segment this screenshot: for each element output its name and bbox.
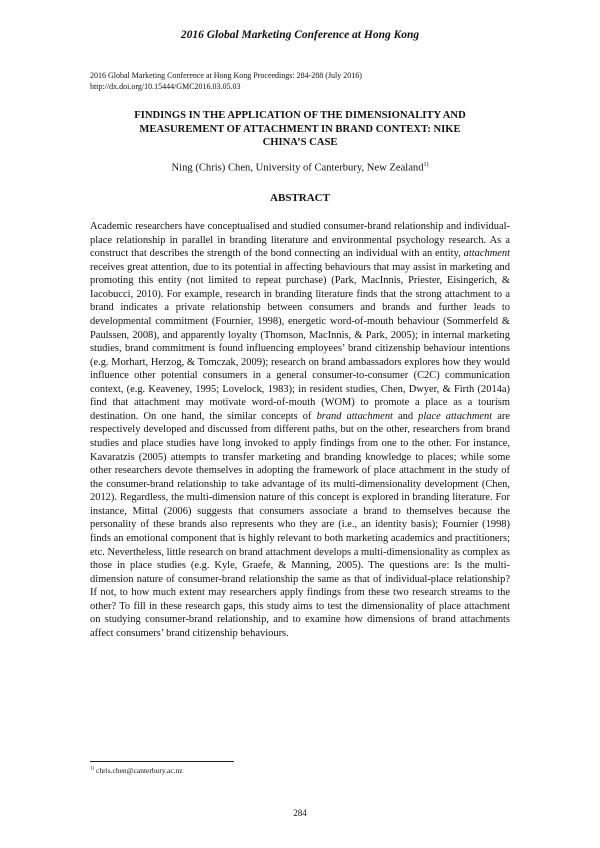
proceedings-citation: 2016 Global Marketing Conference at Hong Kong Proceedings: 284-288 (July 2016) xyxy=(90,71,362,80)
abstract-text-2: receives great attention, due to its potential in affecting behaviours that may assist in marketing and promoting this entity (not limited to repeat purchase) (Park, MacInnis, Priester, Eisingerich, & Iacobucci, 2010). For example, research in branding literature finds that the strong attachment to a brand indicates a private relationship between consumers and brands and further leads to developmental commitment (Fournier, 1998), energetic word-of-mouth behaviour (Sommerfeld & Paulssen, 2008), and apparently loyalty (Thomson, MacInnis, & Park, 2005); in internal marketing studies, brand commitment is found influencing employees’ brand citizenship behaviour intentions (e.g. Morhart, Herzog, & Tomczak, 2009); research on brand ambassadors explores how they would influence other potential consumers in a general consumer-to-consumer (C2C) communication context, (e.g. Keaveney, 1995; Lovelock, 1983); in resident studies, Chen, Dwyer, & Firth (2014a) find that attachment may motivate word-of-mouth (WOM) to promote a place as a tourism destination. On one hand, the similar concepts of xyxy=(90,261,510,422)
title-line-2: MEASUREMENT OF ATTACHMENT IN BRAND CONTEXT: NIKE xyxy=(139,123,461,135)
abstract-paragraph xyxy=(90,220,510,640)
abstract-emphasis-brand-attachment: brand attachment xyxy=(316,410,393,422)
abstract-text-3: and xyxy=(392,410,419,422)
doi-link[interactable]: http://dx.doi.org/10.15444/GMC2016.03.05.03 xyxy=(90,81,241,91)
page-number: 284 xyxy=(293,808,307,818)
abstract-body xyxy=(90,220,510,640)
author-name: Ning (Chris) Chen, University of Canterbury, New Zealand xyxy=(171,162,424,174)
abstract-emphasis-place-attachment: place attachment xyxy=(418,410,493,422)
paper-title xyxy=(90,109,510,150)
footnote-mark: 1) xyxy=(90,766,95,772)
title-line-1: FINDINGS IN THE APPLICATION OF THE DIMENSIONALITY AND xyxy=(134,110,466,121)
title-line-3: CHINA’S CASE xyxy=(262,137,338,148)
abstract-heading: ABSTRACT xyxy=(270,192,330,204)
proceedings-info xyxy=(90,71,362,92)
abstract-text-1: Academic researchers have conceptualised and studied consumer-brand relationship and individual-place relationship in parallel in branding literature and environmental psychology research. As a construct that describes the strength of the bond connecting an individual with an entity, xyxy=(90,221,510,260)
author-footnote-mark: 1) xyxy=(423,162,429,168)
abstract-text-4: are respectively developed and discussed from different paths, but on the other, researchers from brand studies and place studies have long invoked to apply findings from one to the other. For instance, Kavaratzis (2005) attempts to transfer marketing and branding knowledge to places; while some other researchers devote themselves in adopting the framework of place attachment in the study of the consumer-brand relationship to take advantage of its multi-dimensionality development (Chen, 2012). Regardless, the multi-dimension nature of this concept is explored in branding literature. For instance, Mittal (2006) suggests that consumers associate a brand to themselves because the personality of these brands also represents who they are (i.e., an identity basis); Fournier (1998) finds an emotional component that is highly relevant to both marketing academics and practitioners; etc. Nevertheless, little research on brand attachment develops a multi-dimensionality as complex as those in place studies (e.g. Kyle, Graefe, & Manning, 2005). The questions are: Is the multi-dimension nature of consumer-brand relationship the same as that of individual-place relationship? If not, to how much extent may researchers apply findings from these two research streams to the other? To fill in these research gaps, this study aims to test the dimensionality of place attachment on studying consumer-brand relationship, and to examine how dimensions of brand attachments affect consumers’ brand citizenship behaviours. xyxy=(90,410,510,639)
author-line xyxy=(0,162,600,174)
abstract-emphasis-attachment: attachment xyxy=(463,248,510,260)
footnote xyxy=(90,766,183,775)
footnote-divider xyxy=(90,761,234,762)
footnote-email[interactable]: chris.chen@canterbury.ac.nz xyxy=(96,766,183,775)
running-header: 2016 Global Marketing Conference at Hong Kong xyxy=(180,29,420,41)
